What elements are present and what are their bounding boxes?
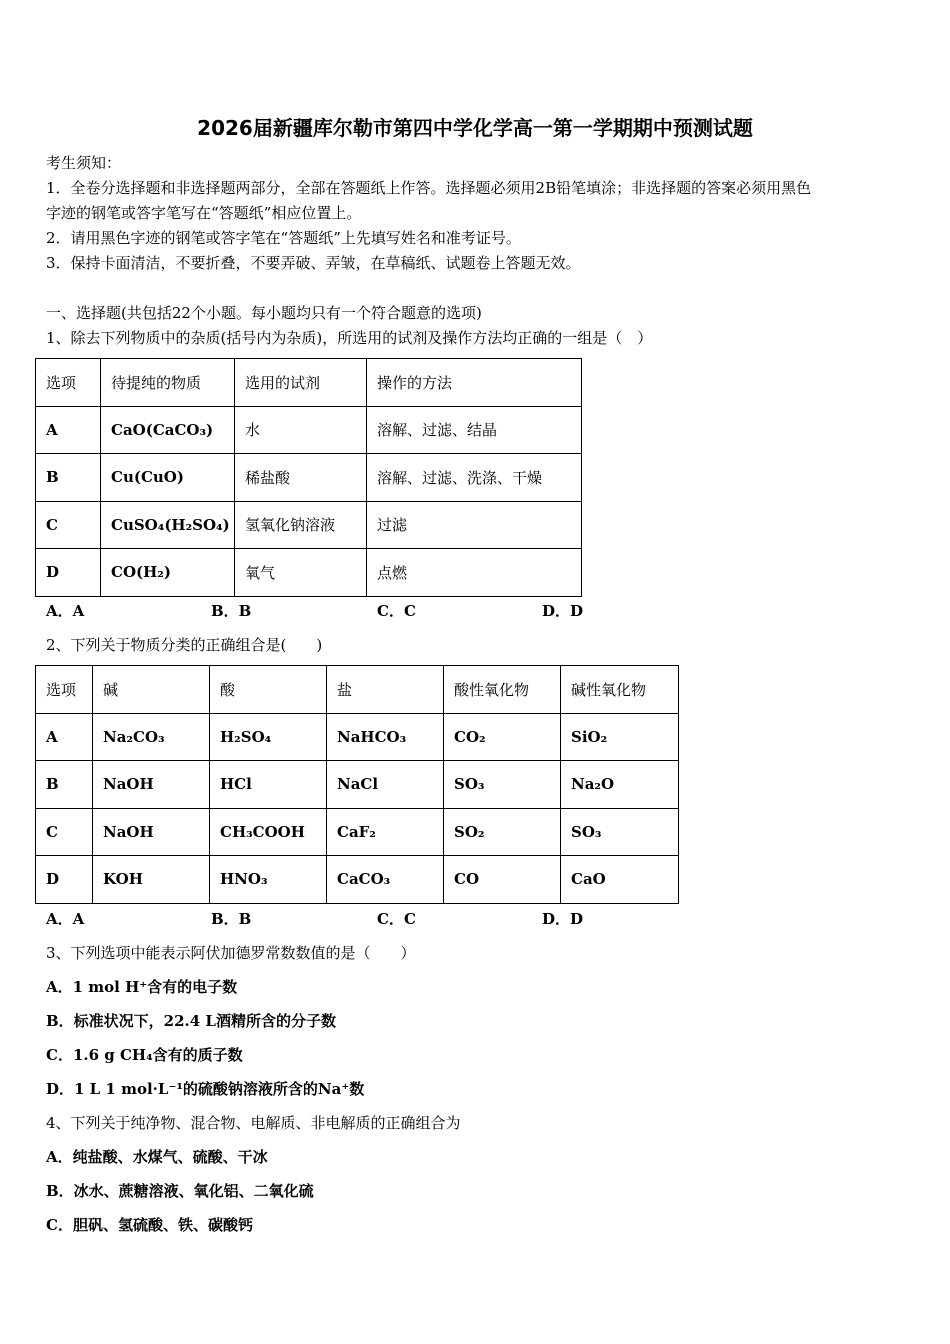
table-cell: 选项 — [36, 359, 101, 407]
section-heading: 一、选择题(共包括22个小题。每小题均只有一个符合题意的选项) — [46, 304, 482, 322]
table-cell: SO₃ — [444, 761, 561, 809]
question-4-stem: 4、下列关于纯净物、混合物、电解质、非电解质的正确组合为 — [46, 1114, 461, 1132]
table-cell: CuSO₄(H₂SO₄) — [101, 501, 235, 549]
answer-option: D．D — [542, 602, 584, 620]
table-cell: D — [36, 549, 101, 597]
table-cell: 溶解、过滤、洗涤、干燥 — [367, 454, 582, 502]
notice-heading: 考生须知： — [46, 154, 122, 172]
notice-line: 2．请用黑色字迹的钢笔或答字笔在“答题纸”上先填写姓名和准考证号。 — [46, 229, 521, 247]
page-title: 2026届新疆库尔勒市第四中学化学高一第一学期期中预测试题 — [197, 116, 753, 140]
answer-option: B．标准状况下，22.4 L酒精所含的分子数 — [46, 1012, 336, 1030]
table-cell: 选用的试剂 — [235, 359, 367, 407]
table-cell: D — [36, 856, 93, 904]
question-3-stem: 3、下列选项中能表示阿伏加德罗常数数值的是（ ） — [46, 944, 416, 962]
table-cell: Na₂CO₃ — [93, 713, 210, 761]
table-cell: SO₂ — [444, 808, 561, 856]
table-cell: HNO₃ — [210, 856, 327, 904]
question-1-table — [35, 358, 582, 597]
table-cell: SO₃ — [561, 808, 679, 856]
table-row — [36, 549, 582, 597]
table-cell: 过滤 — [367, 501, 582, 549]
table-cell: HCl — [210, 761, 327, 809]
table-cell: 待提纯的物质 — [101, 359, 235, 407]
table-cell: 碱 — [93, 666, 210, 714]
notice-line: 字迹的钢笔或答字笔写在“答题纸”相应位置上。 — [46, 204, 362, 222]
table-cell: SiO₂ — [561, 713, 679, 761]
table-cell: 水 — [235, 406, 367, 454]
table-row — [36, 761, 679, 809]
notice-line: 1．全卷分选择题和非选择题两部分，全部在答题纸上作答。选择题必须用2B铅笔填涂；非选择题的答案必须用黑色 — [46, 179, 812, 197]
table-cell: CO — [444, 856, 561, 904]
table-cell: CO₂ — [444, 713, 561, 761]
table-row — [36, 406, 582, 454]
table-cell: KOH — [93, 856, 210, 904]
table-row — [36, 808, 679, 856]
table-cell: CaO(CaCO₃) — [101, 406, 235, 454]
table-cell: C — [36, 501, 101, 549]
table-cell: B — [36, 454, 101, 502]
table-cell: CH₃COOH — [210, 808, 327, 856]
table-cell: NaOH — [93, 761, 210, 809]
answer-option: B．B — [211, 602, 252, 620]
table-cell: NaOH — [93, 808, 210, 856]
table-header-row — [36, 666, 679, 714]
answer-option: B．冰水、蔗糖溶液、氧化铝、二氧化硫 — [46, 1182, 314, 1200]
table-cell: A — [36, 406, 101, 454]
table-cell: NaHCO₃ — [327, 713, 444, 761]
table-cell: CO(H₂) — [101, 549, 235, 597]
table-cell: 稀盐酸 — [235, 454, 367, 502]
table-row — [36, 856, 679, 904]
table-cell: NaCl — [327, 761, 444, 809]
table-cell: CaO — [561, 856, 679, 904]
answer-option: C．胆矾、氢硫酸、铁、碳酸钙 — [46, 1216, 253, 1234]
table-cell: C — [36, 808, 93, 856]
table-cell: 酸 — [210, 666, 327, 714]
table-row — [36, 454, 582, 502]
answer-option: A．A — [46, 910, 85, 928]
table-cell: CaCO₃ — [327, 856, 444, 904]
answer-option: C．1.6 g CH₄含有的质子数 — [46, 1046, 243, 1064]
table-cell: H₂SO₄ — [210, 713, 327, 761]
table-cell: 溶解、过滤、结晶 — [367, 406, 582, 454]
table-cell: 选项 — [36, 666, 93, 714]
table-cell: 酸性氧化物 — [444, 666, 561, 714]
question-2-table — [35, 665, 679, 904]
question-1-stem: 1、除去下列物质中的杂质(括号内为杂质)，所选用的试剂及操作方法均正确的一组是（ ） — [46, 329, 653, 347]
answer-option: B．B — [211, 910, 252, 928]
table-cell: Cu(CuO) — [101, 454, 235, 502]
answer-option: D．D — [542, 910, 584, 928]
table-cell: A — [36, 713, 93, 761]
table-cell: 点燃 — [367, 549, 582, 597]
table-cell: Na₂O — [561, 761, 679, 809]
table-cell: 盐 — [327, 666, 444, 714]
table-cell: 操作的方法 — [367, 359, 582, 407]
answer-option: A．纯盐酸、水煤气、硫酸、干冰 — [46, 1148, 268, 1166]
table-row — [36, 501, 582, 549]
answer-option: C．C — [377, 910, 416, 928]
table-row — [36, 713, 679, 761]
answer-option: A．1 mol H⁺含有的电子数 — [46, 978, 238, 996]
table-cell: 氢氧化钠溶液 — [235, 501, 367, 549]
table-cell: B — [36, 761, 93, 809]
table-header-row — [36, 359, 582, 407]
answer-option: D．1 L 1 mol·L⁻¹的硫酸钠溶液所含的Na⁺数 — [46, 1080, 365, 1098]
table-cell: 碱性氧化物 — [561, 666, 679, 714]
table-cell: 氧气 — [235, 549, 367, 597]
answer-option: A．A — [46, 602, 85, 620]
table-cell: CaF₂ — [327, 808, 444, 856]
notice-line: 3．保持卡面清洁，不要折叠，不要弄破、弄皱，在草稿纸、试题卷上答题无效。 — [46, 254, 581, 272]
question-2-stem: 2、下列关于物质分类的正确组合是( ) — [46, 636, 323, 654]
answer-option: C．C — [377, 602, 416, 620]
